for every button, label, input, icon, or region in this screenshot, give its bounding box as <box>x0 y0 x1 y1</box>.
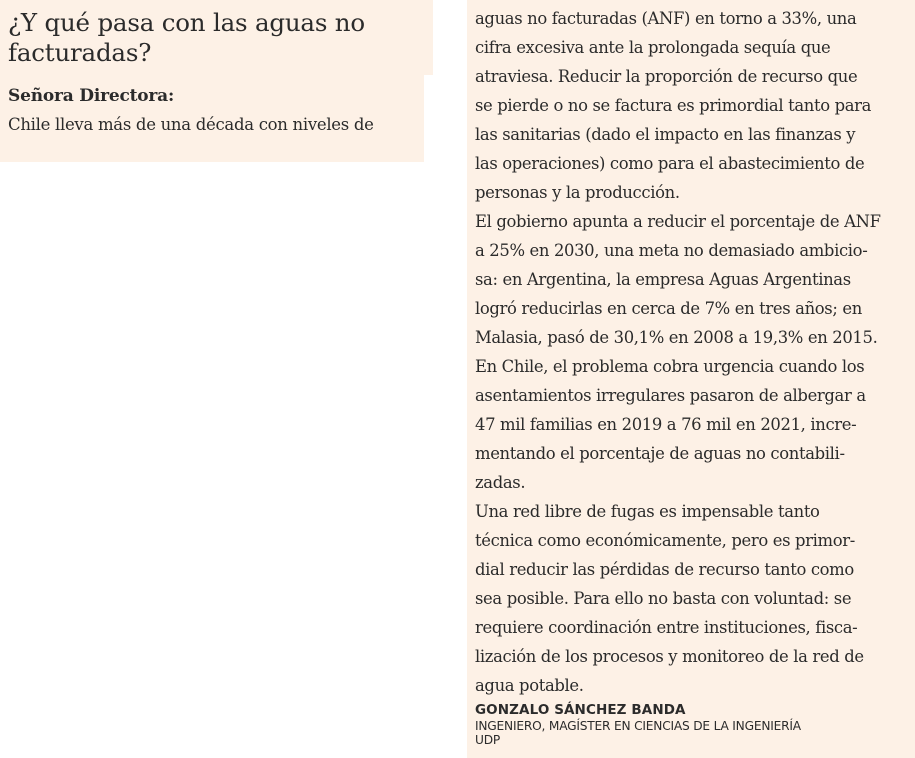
body-line: requiere coordinación entre instituciones, fisca- <box>475 618 858 637</box>
body-line: cifra excesiva ante la prolongada sequía que <box>475 38 831 57</box>
body-line: las operaciones) como para el abastecimiento de <box>475 154 865 173</box>
letter-body-text <box>475 4 911 700</box>
author-title: INGENIERO, MAGÍSTER EN CIENCIAS DE LA INGENIERÍA <box>475 719 801 733</box>
letter-salutation: Señora Directora: <box>8 86 175 106</box>
body-line: 47 mil familias en 2019 a 76 mil en 2021, incre- <box>475 415 857 434</box>
body-line: sa: en Argentina, la empresa Aguas Argentinas <box>475 270 851 289</box>
letter-header-panel <box>0 0 424 162</box>
body-line: dial reducir las pérdidas de recurso tanto como <box>475 560 854 579</box>
body-line: Malasia, pasó de 30,1% en 2008 a 19,3% en 2015. <box>475 328 878 347</box>
letter-body-panel <box>467 0 915 758</box>
author-affiliation: UDP <box>475 733 501 747</box>
body-line: aguas no facturadas (ANF) en torno a 33%, una <box>475 9 857 28</box>
author-name: GONZALO SÁNCHEZ BANDA <box>475 702 686 718</box>
body-line: técnica como económicamente, pero es primor- <box>475 531 855 550</box>
body-line: atraviesa. Reducir la proporción de recurso que <box>475 67 858 86</box>
letter-signature <box>475 702 911 747</box>
body-line: En Chile, el problema cobra urgencia cuando los <box>475 357 865 376</box>
body-line: personas y la producción. <box>475 183 680 202</box>
body-line: las sanitarias (dado el impacto en las finanzas y <box>475 125 856 144</box>
body-line: asentamientos irregulares pasaron de albergar a <box>475 386 866 405</box>
letter-intro-line: Chile lleva más de una década con niveles de <box>8 115 374 134</box>
header-panel-notch <box>424 0 433 75</box>
body-line: zadas. <box>475 473 526 492</box>
body-line: logró reducirlas en cerca de 7% en tres años; en <box>475 299 862 318</box>
body-line: El gobierno apunta a reducir el porcentaje de ANF <box>475 212 881 231</box>
body-line: agua potable. <box>475 676 584 695</box>
body-line: Una red libre de fugas es impensable tanto <box>475 502 820 521</box>
body-line: lización de los procesos y monitoreo de la red de <box>475 647 864 666</box>
body-line: sea posible. Para ello no basta con voluntad: se <box>475 589 852 608</box>
body-line: se pierde o no se factura es primordial tanto para <box>475 96 872 115</box>
letter-title: ¿Y qué pasa con las aguas no facturadas? <box>8 8 365 67</box>
body-line: mentando el porcentaje de aguas no contabili- <box>475 444 845 463</box>
body-line: a 25% en 2030, una meta no demasiado ambicio- <box>475 241 868 260</box>
